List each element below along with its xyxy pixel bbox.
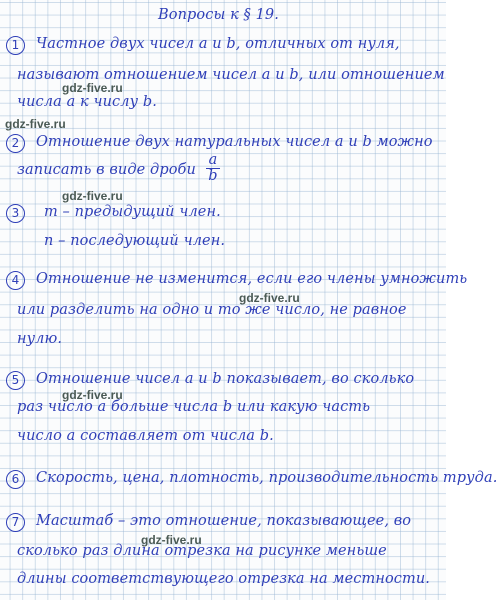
answer-3-number-badge: 3 bbox=[6, 204, 25, 223]
answer-7-line-3: длины соответствующего отрезка на местности. bbox=[17, 571, 431, 587]
watermark-2: gdz-five.ru bbox=[5, 117, 66, 131]
answer-1-line-2: называют отношением чисел a и b, или отношением bbox=[17, 67, 445, 83]
watermark-1: gdz-five.ru bbox=[62, 81, 123, 95]
answer-2-fraction bbox=[206, 154, 220, 183]
answer-2-line-1: Отношение двух натуральных чисел a и b можно bbox=[36, 134, 433, 150]
page-title: Вопросы к § 19. bbox=[158, 7, 279, 23]
watermark-4: gdz-five.ru bbox=[239, 291, 300, 305]
answer-5-line-2: раз число a больше числа b или какую часть bbox=[17, 399, 371, 415]
answer-5-line-1: Отношение чисел a и b показывает, во сколько bbox=[36, 371, 415, 387]
answer-2-number-badge: 2 bbox=[6, 134, 25, 153]
answer-5-line-3: число a составляет от числа b. bbox=[17, 428, 274, 444]
answer-6-line-1: Скорость, цена, плотность, производительность труда. bbox=[36, 470, 497, 486]
answer-7-line-1: Масштаб – это отношение, показывающее, во bbox=[36, 513, 412, 529]
answer-6-number-badge: 6 bbox=[6, 470, 25, 489]
answer-3-line-1: m – предыдущий член. bbox=[44, 204, 221, 220]
watermark-5: gdz-five.ru bbox=[62, 388, 123, 402]
answer-1-number-badge: 1 bbox=[6, 36, 25, 55]
watermark-6: gdz-five.ru bbox=[141, 533, 202, 547]
fraction-denominator: b bbox=[208, 168, 218, 184]
fraction-numerator: a bbox=[208, 152, 218, 168]
answer-7-number-badge: 7 bbox=[6, 513, 25, 532]
answer-7-line-2: сколько раз длина отрезка на рисунке меньше bbox=[17, 543, 387, 559]
answer-1-line-3: числа a к числу b. bbox=[17, 94, 157, 110]
answer-4-line-1: Отношение не изменится, если его члены умножить bbox=[36, 271, 468, 287]
answer-3-line-2: n – последующий член. bbox=[44, 233, 226, 249]
answer-2-line-2: записать в виде дроби bbox=[17, 162, 196, 178]
answer-4-line-2: или разделить на одно и то же число, не равное bbox=[17, 302, 407, 318]
answer-4-number-badge: 4 bbox=[6, 271, 25, 290]
answer-5-number-badge: 5 bbox=[6, 371, 25, 390]
watermark-3: gdz-five.ru bbox=[62, 189, 123, 203]
answer-4-line-3: нулю. bbox=[17, 331, 63, 347]
answer-1-line-1: Частное двух чисел a и b, отличных от нуля, bbox=[36, 36, 400, 52]
